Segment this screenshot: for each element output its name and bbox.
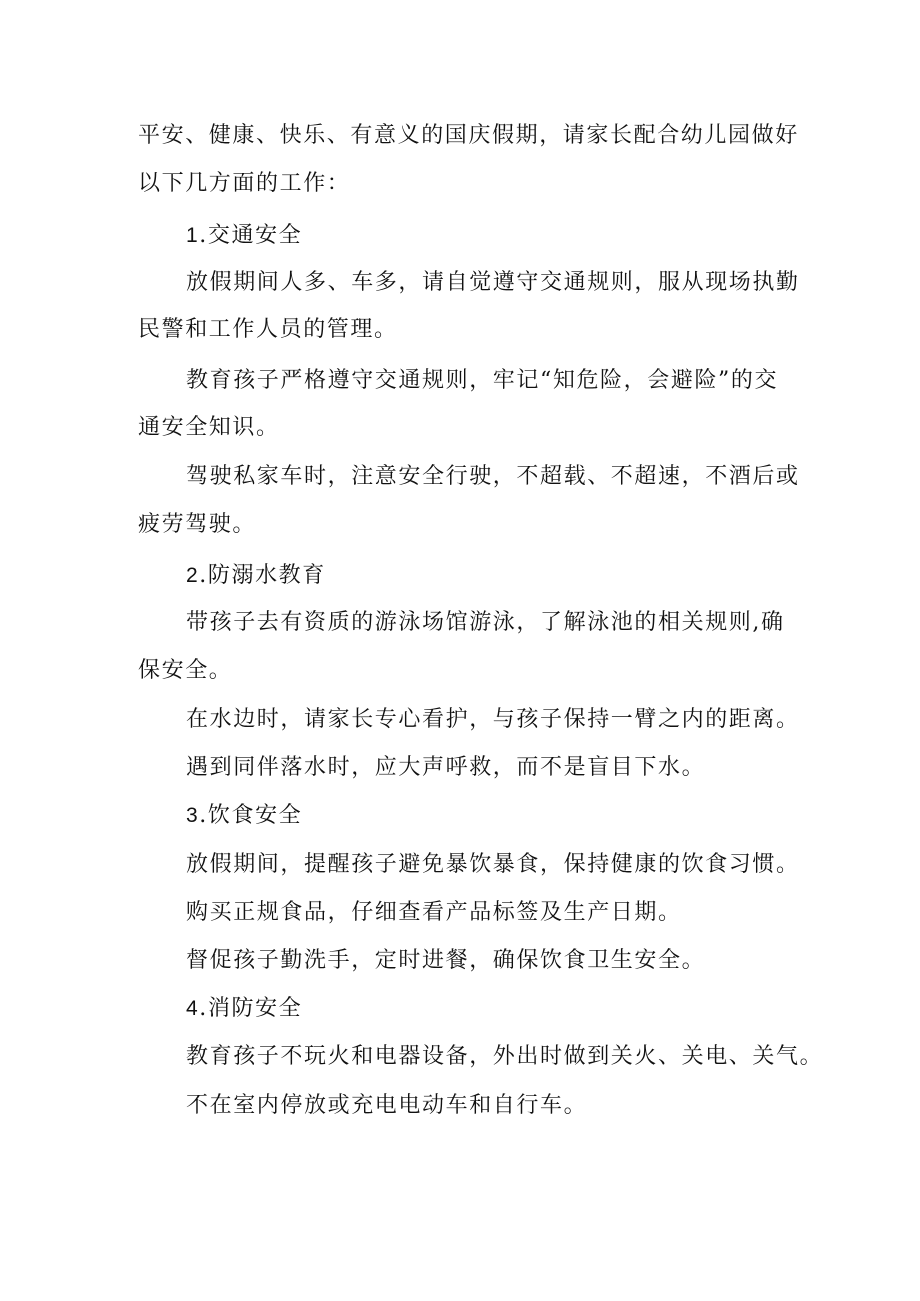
section-separator: .: [199, 803, 208, 828]
section-2-line-3: 在水边时，请家长专心看护，与孩子保持一臂之内的距离。: [186, 707, 800, 732]
section-4-line-2: 不在室内停放或充电电动车和自行车。: [186, 1093, 588, 1118]
section-1-line-1: 放假期间人多、车多，请自觉遵守交通规则，服从现场执勤: [186, 270, 800, 295]
section-number: 3: [186, 804, 200, 827]
section-number: 1: [186, 224, 200, 247]
section-title: 饮食安全: [207, 803, 303, 828]
intro-line-1: 平安、健康、快乐、有意义的国庆假期，请家长配合幼儿园做好: [138, 123, 799, 148]
section-1-line-6: 疲劳驾驶。: [138, 512, 257, 537]
section-1-line-2: 民警和工作人员的管理。: [138, 317, 398, 342]
section-3-line-2: 购买正规食品，仔细查看产品标签及生产日期。: [186, 900, 682, 925]
section-3-line-3: 督促孩子勤洗手，定时进餐，确保饮食卫生安全。: [186, 948, 706, 973]
section-title: 交通安全: [207, 223, 303, 248]
intro-line-2: 以下几方面的工作：: [138, 171, 351, 196]
section-separator: .: [199, 563, 208, 588]
section-2-line-2: 保安全。: [138, 658, 233, 683]
section-1-line-4: 通安全知识。: [138, 415, 280, 440]
section-2-heading: [186, 561, 326, 591]
section-separator: .: [199, 223, 208, 248]
section-number: 2: [186, 564, 200, 587]
section-3-heading: [186, 801, 302, 831]
section-4-heading: [186, 994, 302, 1024]
section-title: 消防安全: [207, 996, 303, 1021]
section-title: 防溺水教育: [207, 563, 326, 588]
section-number: 4: [186, 997, 200, 1020]
section-1-line-3: 教育孩子严格遵守交通规则，牢记“知危险，会避险”的交: [186, 368, 779, 393]
section-1-heading: [186, 221, 302, 251]
section-separator: .: [199, 996, 208, 1021]
section-3-line-1: 放假期间，提醒孩子避免暴饮暴食，保持健康的饮食习惯。: [186, 852, 800, 877]
section-1-line-5: 驾驶私家车时，注意安全行驶，不超载、不超速，不酒后或: [186, 464, 800, 489]
section-4-line-1: 教育孩子不玩火和电器设备，外出时做到关火、关电、关气。: [186, 1044, 824, 1069]
section-2-line-4: 遇到同伴落水时，应大声呼救，而不是盲目下水。: [186, 755, 706, 780]
section-2-line-1: 带孩子去有资质的游泳场馆游泳，了解泳池的相关规则,确: [186, 610, 785, 635]
